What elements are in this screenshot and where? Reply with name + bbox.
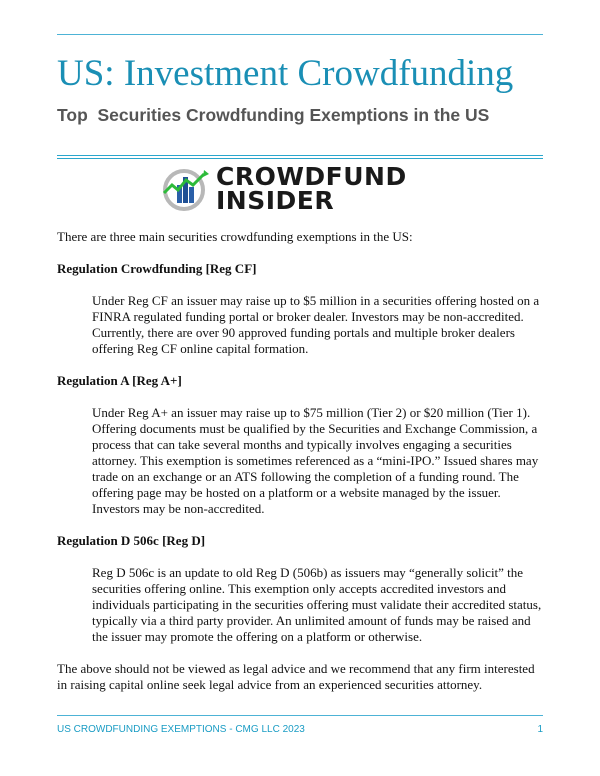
section-body-reg-a: Under Reg A+ an issuer may raise up to $75 million (Tier 2) or $20 million (Tier 1). Offering documents must be qualified by the Securities and Exchange Commission, a process that can take several months and typically involves engaging a securities attorney. This exemption is sometimes referenced as a “mini-IPO.” Issued shares may trade on an exchange or an ATS following the completion of a funding round. The offering page may be hosted on a platform or a website managed by the issuer. Investors may be non-accredited. [92,405,539,516]
disclaimer-paragraph: The above should not be viewed as legal advice and we recommend that any firm interested in raising capital online seek legal advice from an experienced securities attorney. [57,661,535,692]
logo-text-line2: INSIDER [216,186,335,215]
intro-paragraph: There are three main securities crowdfunding exemptions in the US: [57,229,413,244]
section-body-reg-cf: Under Reg CF an issuer may raise up to $5 million in a securities offering hosted on a FINRA regulated funding portal or broker dealer. Investors may be non-accredited. Currently, there are over 90 approved funding portals and multiple broker dealers offering Reg CF online capital formation. [92,293,540,356]
header-top-rule [57,34,543,35]
section-heading-reg-a: Regulation A [Reg A+] [57,373,182,388]
footer-rule [57,715,543,716]
page-subtitle: Top Securities Crowdfunding Exemptions in the US [57,105,490,125]
header-double-rule [57,155,543,159]
section-body-reg-d: Reg D 506c is an update to old Reg D (506b) as issuers may “generally solicit” the securities offering online. This exemption only accepts accredited investors and individuals participating in the securities offering must validate their accredited status, typically via a third party provider. An unlimited amount of funds may be raised and the issuer may promote the offering on a platform or otherwise. [92,565,542,644]
document-body [57,229,547,693]
section-heading-reg-d: Regulation D 506c [Reg D] [57,533,206,548]
bar-chart-trend-icon [160,163,212,215]
page-title: US: Investment Crowdfunding [57,53,514,94]
section-heading-reg-cf: Regulation Crowdfunding [Reg CF] [57,261,257,276]
page-number: 1 [537,724,543,735]
footer-text: US CROWDFUNDING EXEMPTIONS - CMG LLC 2023 [57,724,305,735]
crowdfund-insider-logo [160,163,407,215]
logo-text-line1: CROWDFUND [216,162,407,191]
